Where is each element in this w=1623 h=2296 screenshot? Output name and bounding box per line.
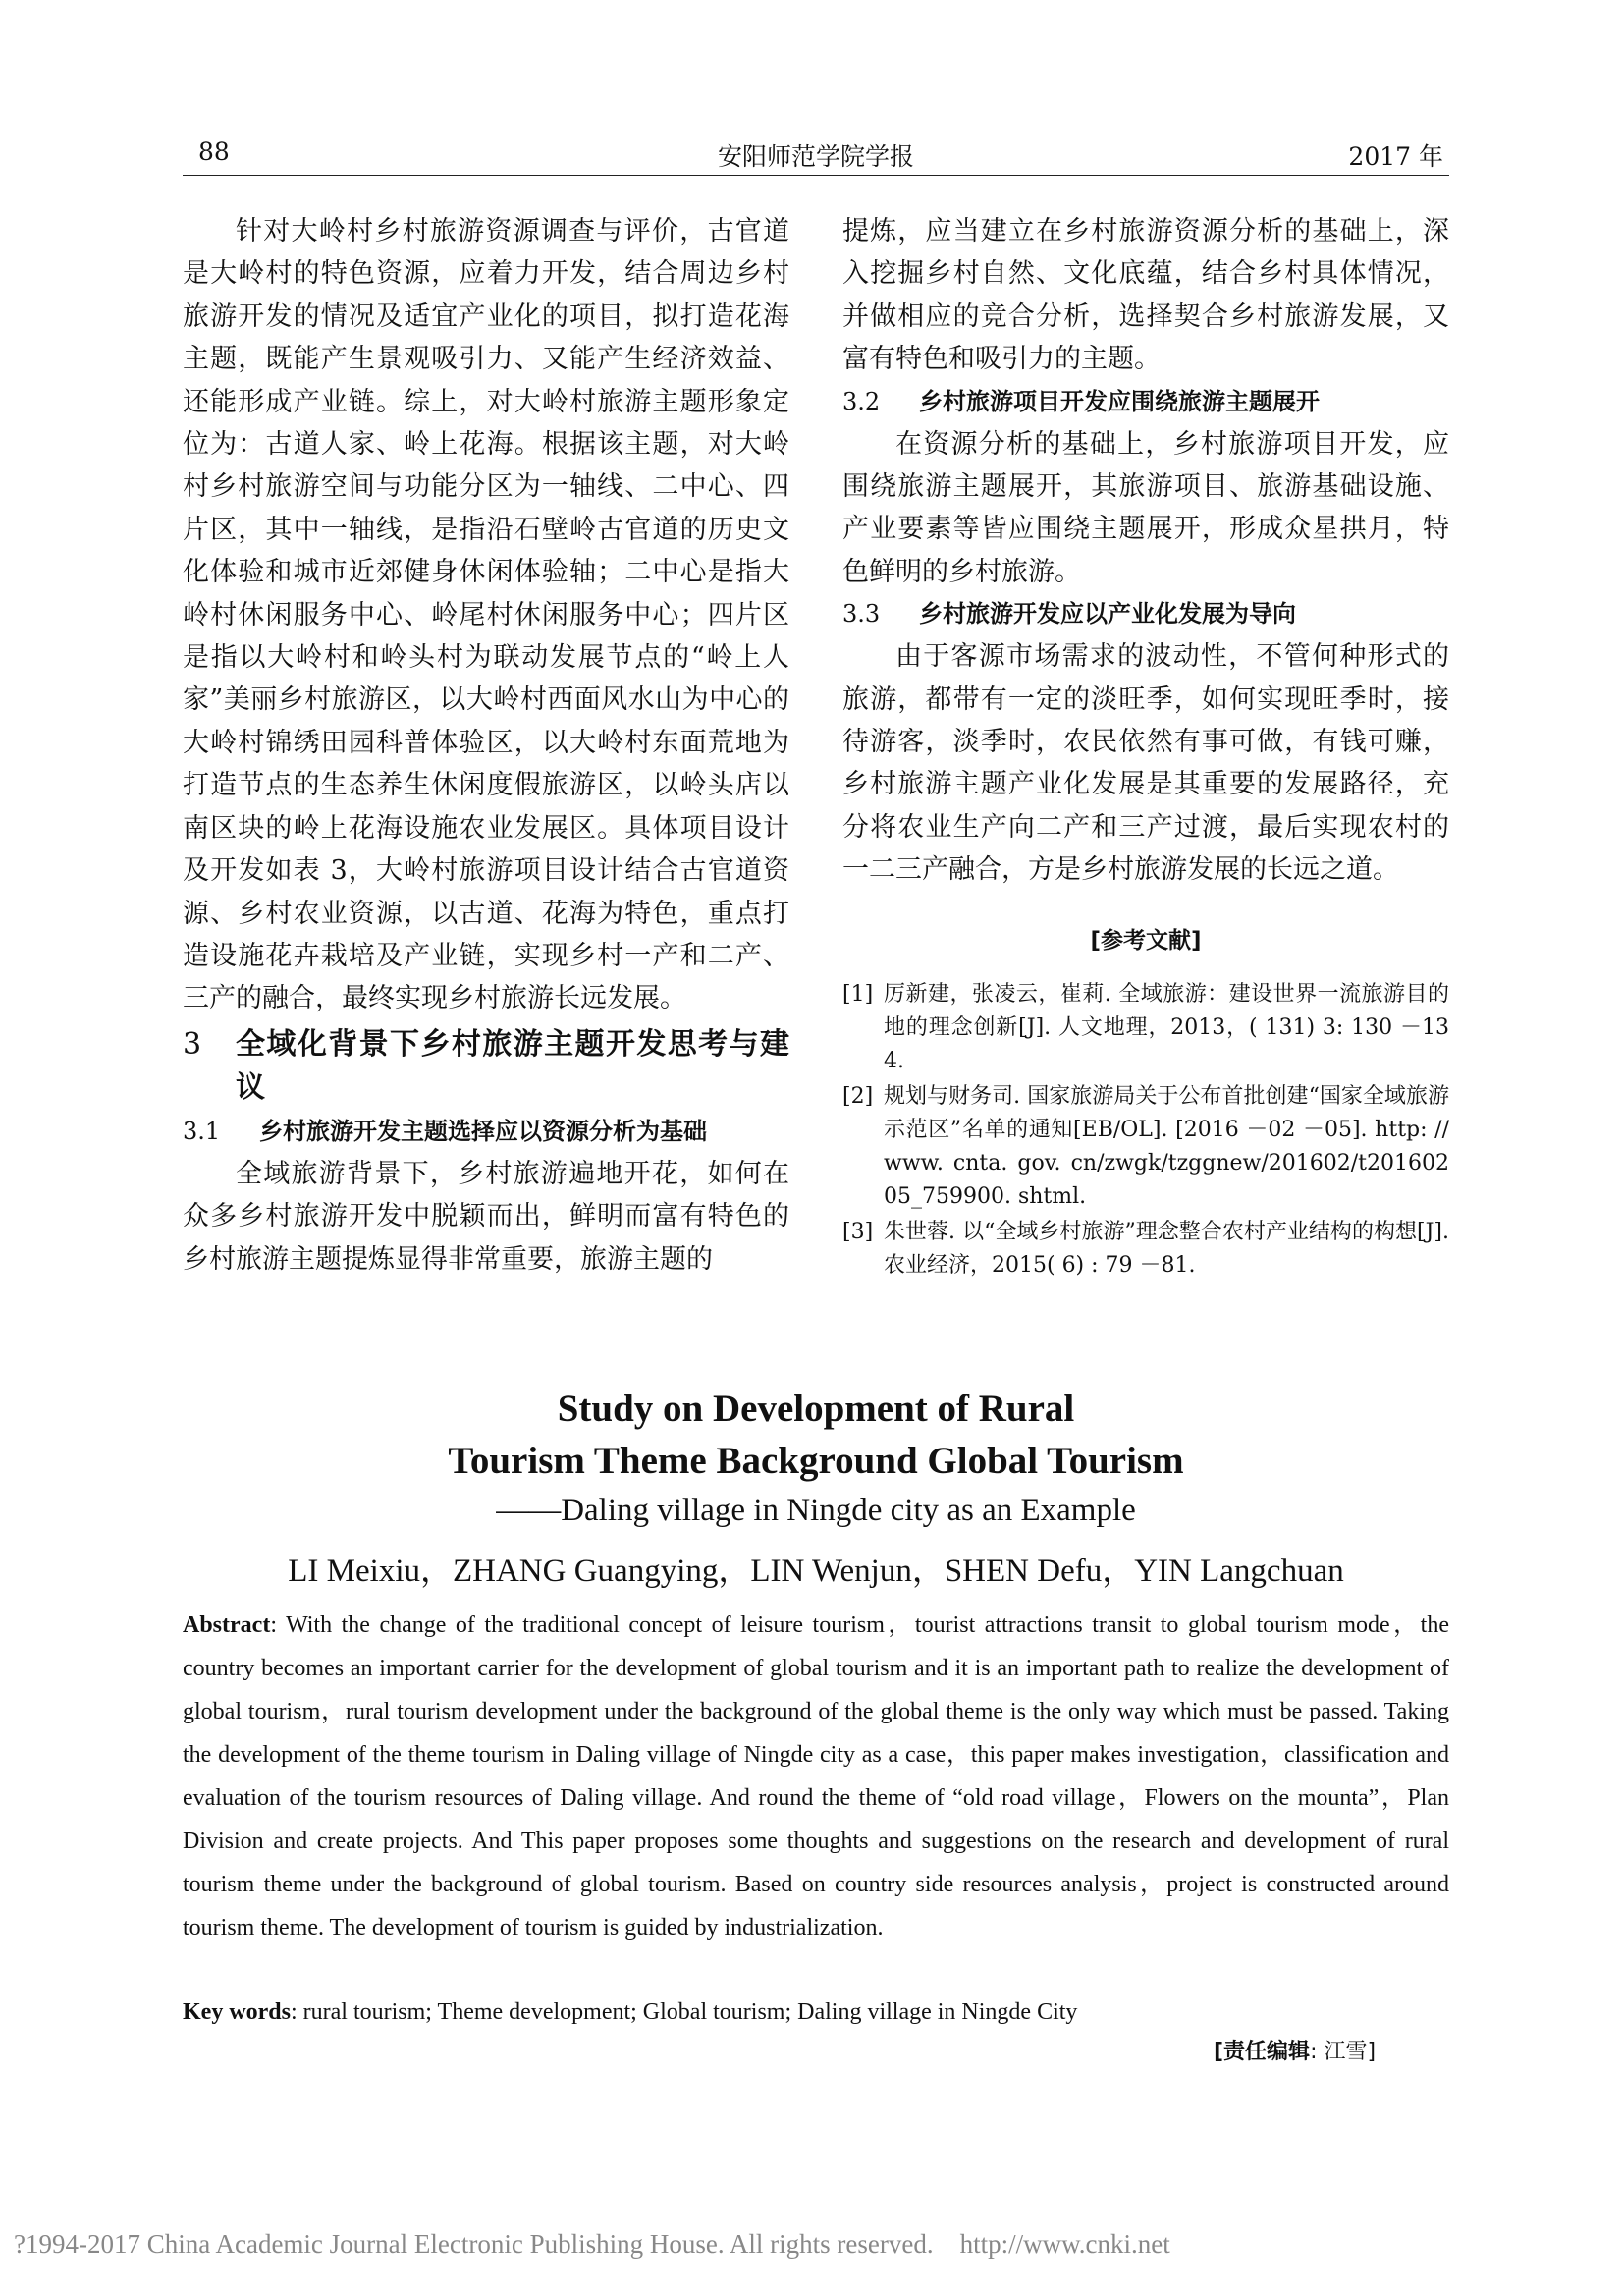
subsection-number: 3.1 xyxy=(183,1117,221,1145)
abstract-label: Abstract xyxy=(183,1613,271,1638)
reference-text: 朱世蓉. 以“全域乡村旅游”理念整合农村产业结构的构想[J]. 农业经济，2015( 6) : 79 －81. xyxy=(884,1219,1449,1278)
keywords-label: Key words xyxy=(183,1999,291,2025)
editor-label: [责任编辑 xyxy=(1214,2040,1311,2064)
paragraph-left-2: 全域旅游背景下，乡村旅游遍地开花，如何在众多乡村旅游开发中脱颖而出，鲜明而富有特色的乡村旅游主题提炼显得非常重要，旅游主题的 xyxy=(183,1158,789,1275)
abstract-text: : With the change of the traditional concept of leisure tourism，tourist attractions transit to global tourism mode，the country becomes an important carrier for the development of global tourism and it is an important path to realize the development of global tourism，rural tourism development under the background of the global theme is the only way which must be passed. Taking the development of the theme tourism in Daling village of Ningde city as a case，this paper makes investigation，classification and evaluation of the tourism resources of Daling village. And round the theme of “old road village，Flowers on the mounta”，Plan Division and create projects. And This paper proposes some thoughts and suggestions on the research and development of rural tourism theme under the background of global tourism. Based on country side resources analysis，project is constructed around tourism theme. The development of tourism is guided by industrialization. xyxy=(183,1613,1449,1941)
journal-name: 安阳师范学院学报 xyxy=(717,142,914,171)
reference-text: 厉新建，张凌云，崔莉. 全域旅游：建设世界一流旅游目的地的理念创新[J]. 人文地理，2013，( 131) 3: 130 －134. xyxy=(884,981,1449,1073)
copyright-footer: ?1994-2017 China Academic Journal Electronic Publishing House. All rights reserved. http://www.cnki.net xyxy=(14,2229,1170,2259)
reference-number: [3] xyxy=(842,1219,874,1244)
right-column xyxy=(842,210,1449,1285)
english-keywords xyxy=(183,1991,1449,2034)
responsible-editor xyxy=(1214,2035,1376,2065)
subsection-heading-3-3 xyxy=(842,593,1449,635)
english-authors: LI Meixiu，ZHANG Guangying，LIN Wenjun，SHEN Defu，YIN Langchuan xyxy=(288,1554,1344,1589)
reference-text: 规划与财务司. 国家旅游局关于公布首批创建“国家全域旅游示范区”名单的通知[EB/OL]. [2016 －02 －05]. http: //www. cnta. gov. cn/zwgk/tzggnew/201602/t20160205_759900. shtml. xyxy=(884,1083,1449,1209)
subsection-number: 3.2 xyxy=(842,387,881,415)
keywords-text: : rural tourism; Theme development; Global tourism; Daling village in Ningde City xyxy=(291,1999,1078,2025)
section-number: 3 xyxy=(183,1026,202,1062)
paragraph-right-3: 由于客源市场需求的波动性，不管何种形式的旅游，都带有一定的淡旺季，如何实现旺季时，接待游客，淡季时，农民依然有事可做，有钱可赚，乡村旅游主题产业化发展是其重要的发展路径，充分将农业生产向二产和三产过渡，最后实现农村的一二三产融合，方是乡村旅游发展的长远之道。 xyxy=(842,641,1449,886)
editor-name: : 江雪] xyxy=(1310,2040,1377,2064)
english-title-line-2: Tourism Theme Background Global Tourism xyxy=(448,1440,1184,1482)
subsection-title: 乡村旅游开发应以产业化发展为导向 xyxy=(919,600,1296,629)
references-heading: [参考文献] xyxy=(1090,927,1202,954)
english-title-line-1: Study on Development of Rural xyxy=(557,1388,1075,1430)
english-subtitle: ——Daling village in Ningde city as an Example xyxy=(496,1493,1136,1528)
paragraph-right-2: 在资源分析的基础上，乡村旅游项目开发，应围绕旅游主题展开，其旅游项目、旅游基础设施、产业要素等皆应围绕主题展开，形成众星拱月，特色鲜明的乡村旅游。 xyxy=(842,428,1449,587)
english-abstract xyxy=(183,1604,1449,1949)
paragraph-left-1: 针对大岭村乡村旅游资源调查与评价，古官道是大岭村的特色资源，应着力开发，结合周边乡村旅游开发的情况及适宜产业化的项目，拟打造花海主题，既能产生景观吸引力、又能产生经济效益、还能形成产业链。综上，对大岭村旅游主题形象定位为：古道人家、岭上花海。根据该主题，对大岭村乡村旅游空间与功能分区为一轴线、二中心、四片区，其中一轴线，是指沿石壁岭古官道的历史文化体验和城市近郊健身休闲体验轴；二中心是指大岭村休闲服务中心、岭尾村休闲服务中心；四片区是指以大岭村和岭头村为联动发展节点的“岭上人家”美丽乡村旅游区，以大岭村西面风水山为中心的大岭村锦绣田园科普体验区，以大岭村东面荒地为打造节点的生态养生休闲度假旅游区，以岭头店以南区块的岭上花海设施农业发展区。具体项目设计及开发如表 3，大岭村旅游项目设计结合古官道资源、乡村农业资源，以古道、花海为特色，重点打造设施花卉栽培及产业链，实现乡村一产和二产、三产的融合，最终实现乡村旅游长远发展。 xyxy=(183,216,789,1014)
section-heading-3 xyxy=(183,1023,789,1110)
section-title: 全域化背景下乡村旅游主题开发思考与建议 xyxy=(236,1026,789,1105)
reference-item xyxy=(842,978,1449,1078)
page-header xyxy=(183,136,1449,176)
subsection-number: 3.3 xyxy=(842,600,881,629)
subsection-heading-3-2 xyxy=(842,381,1449,423)
reference-item xyxy=(842,1080,1449,1214)
reference-number: [2] xyxy=(842,1083,874,1109)
reference-item xyxy=(842,1216,1449,1283)
reference-number: [1] xyxy=(842,981,874,1007)
reference-list xyxy=(842,978,1449,1283)
page-number: 88 xyxy=(198,137,230,166)
paragraph-right-1: 提炼，应当建立在乡村旅游资源分析的基础上，深入挖掘乡村自然、文化底蕴，结合乡村具体情况，并做相应的竞合分析，选择契合乡村旅游发展，又富有特色和吸引力的主题。 xyxy=(842,216,1449,375)
journal-year: 2017 年 xyxy=(1348,142,1443,171)
left-column xyxy=(183,210,789,1281)
subsection-title: 乡村旅游开发主题选择应以资源分析为基础 xyxy=(259,1117,707,1145)
subsection-heading-3-1 xyxy=(183,1111,789,1153)
subsection-title: 乡村旅游项目开发应围绕旅游主题展开 xyxy=(919,387,1320,415)
